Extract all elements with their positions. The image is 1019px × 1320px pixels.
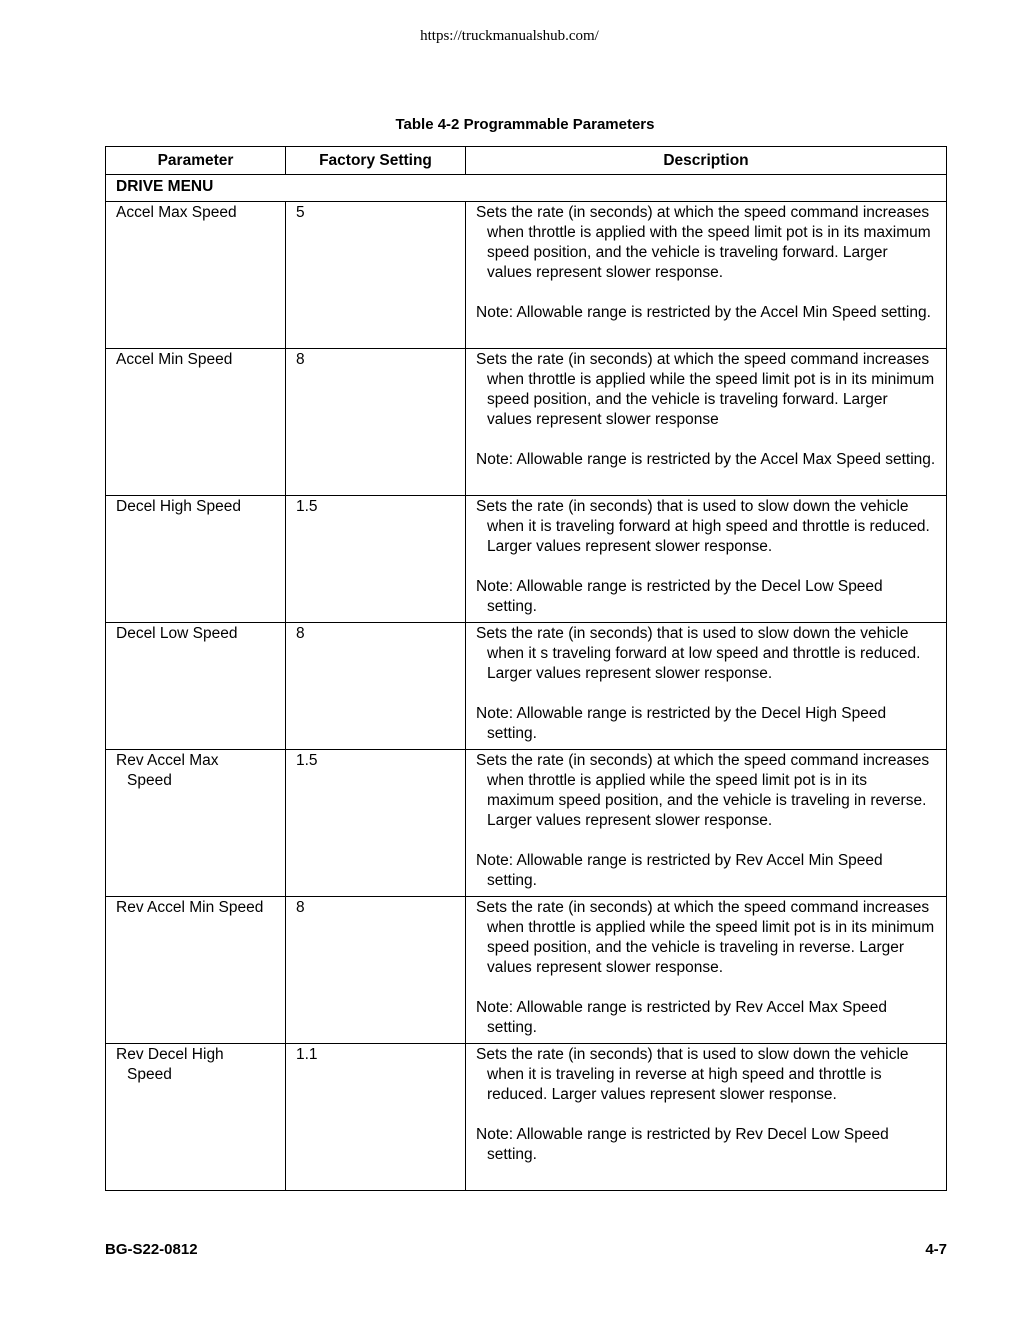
- table-row: [106, 496, 947, 623]
- page-number: 4-7: [925, 1241, 947, 1258]
- parameter-name: Accel Max Speed: [116, 204, 237, 221]
- parameter-cell: [106, 897, 286, 1044]
- table-row: [106, 897, 947, 1044]
- description-text: Sets the rate (in seconds) at which the speed command increases when throttle is applied with the speed limit pot is in its maximum speed position, and the vehicle is traveling forward. Larger values represent slower response.: [476, 204, 931, 281]
- parameter-cell: [106, 623, 286, 750]
- description-text: Sets the rate (in seconds) that is used to slow down the vehicle when it is traveling in reverse at high speed and throttle is reduced. Larger values represent slower response.: [476, 1046, 909, 1103]
- parameter-name: Rev Accel Min Speed: [116, 899, 264, 916]
- column-header-description: Description: [466, 147, 947, 175]
- description-text: Sets the rate (in seconds) that is used to slow down the vehicle when it is traveling forward at high speed and throttle is reduced. Larger values represent slower response.: [476, 498, 930, 555]
- factory-setting-cell: 1.5: [286, 496, 466, 623]
- parameter-cell: [106, 1044, 286, 1191]
- parameter-cell: [106, 202, 286, 349]
- factory-setting-cell: 5: [286, 202, 466, 349]
- factory-setting-cell: 8: [286, 349, 466, 496]
- document-id: BG-S22-0812: [105, 1241, 198, 1258]
- description-note: Note: Allowable range is restricted by Rev Decel Low Speed setting.: [476, 1126, 889, 1163]
- parameter-name: Rev Decel High Speed: [116, 1046, 224, 1083]
- parameter-name: Decel High Speed: [116, 498, 241, 515]
- description-note: Note: Allowable range is restricted by Rev Accel Max Speed setting.: [476, 999, 887, 1036]
- parameter-cell: [106, 496, 286, 623]
- factory-setting-cell: 8: [286, 623, 466, 750]
- description-cell: [466, 1044, 947, 1191]
- section-row: [106, 175, 947, 202]
- description-note: Note: Allowable range is restricted by the Decel Low Speed setting.: [476, 578, 883, 615]
- column-header-parameter: Parameter: [106, 147, 286, 175]
- description-text: Sets the rate (in seconds) at which the speed command increases when throttle is applied while the speed limit pot is in its minimum speed position, and the vehicle is traveling forward. Larger values represent slower response: [476, 351, 935, 428]
- description-cell: [466, 897, 947, 1044]
- description-cell: [466, 750, 947, 897]
- description-note: Note: Allowable range is restricted by the Accel Max Speed setting.: [476, 451, 936, 468]
- factory-setting-cell: 8: [286, 897, 466, 1044]
- factory-setting-cell: 1.5: [286, 750, 466, 897]
- table-title: Table 4-2 Programmable Parameters: [395, 116, 655, 133]
- description-text: Sets the rate (in seconds) that is used to slow down the vehicle when it s traveling forward at low speed and throttle is reduced. Larger values represent slower response.: [476, 625, 921, 682]
- table-row: [106, 623, 947, 750]
- parameter-name: Decel Low Speed: [116, 625, 238, 642]
- description-note: Note: Allowable range is restricted by Rev Accel Min Speed setting.: [476, 852, 883, 889]
- description-cell: [466, 202, 947, 349]
- description-note: Note: Allowable range is restricted by the Decel High Speed setting.: [476, 705, 887, 742]
- description-text: Sets the rate (in seconds) at which the speed command increases when throttle is applied while the speed limit pot is in its maximum speed position, and the vehicle is traveling in reverse. Larger values represent slower response.: [476, 752, 930, 829]
- programmable-parameters-table: [105, 146, 947, 1191]
- description-cell: [466, 349, 947, 496]
- description-note: Note: Allowable range is restricted by the Accel Min Speed setting.: [476, 304, 931, 321]
- description-cell: [466, 496, 947, 623]
- table-row: [106, 750, 947, 897]
- parameter-cell: [106, 349, 286, 496]
- source-url: https://truckmanualshub.com/: [420, 28, 599, 44]
- table-row: [106, 1044, 947, 1191]
- table-row: [106, 349, 947, 496]
- description-cell: [466, 623, 947, 750]
- table-row: [106, 202, 947, 349]
- parameter-cell: [106, 750, 286, 897]
- section-label-drive-menu: DRIVE MENU: [106, 175, 947, 202]
- parameter-name: Accel Min Speed: [116, 351, 233, 368]
- description-text: Sets the rate (in seconds) at which the speed command increases when throttle is applied while the speed limit pot is in its minimum speed position, and the vehicle is traveling in reverse. Larger values represent slower response.: [476, 899, 935, 976]
- parameter-name: Rev Accel Max Speed: [116, 752, 219, 789]
- factory-setting-cell: 1.1: [286, 1044, 466, 1191]
- table-header-row: [106, 147, 947, 175]
- column-header-factory-setting: Factory Setting: [286, 147, 466, 175]
